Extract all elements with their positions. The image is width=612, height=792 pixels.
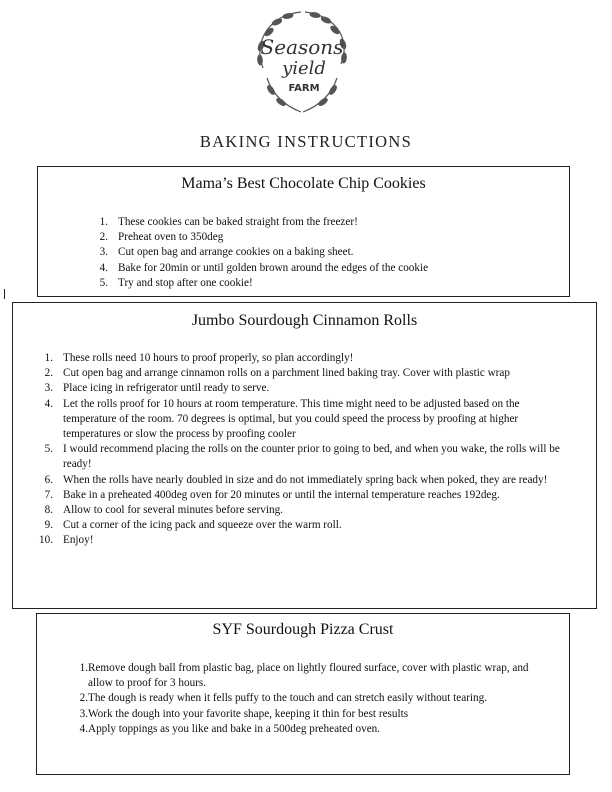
step-number: 3. bbox=[99, 246, 108, 259]
list-item bbox=[68, 707, 548, 722]
list-item bbox=[23, 351, 571, 366]
recipe-box-cinnamon-rolls bbox=[12, 302, 597, 609]
step-text: Remove dough ball from plastic bag, place on lightly floured surface, cover with plastic wrap, and allow to proof for 3 hours. bbox=[88, 662, 529, 690]
step-text: Cut open bag and arrange cookies on a baking sheet. bbox=[118, 246, 354, 259]
step-text: Try and stop after one cookie! bbox=[118, 276, 253, 289]
step-number: 9. bbox=[44, 519, 53, 532]
recipe-box-pizza-crust bbox=[36, 613, 570, 775]
step-text: These cookies can be baked straight from the freezer! bbox=[118, 216, 358, 228]
step-text: Cut open bag and arrange cinnamon rolls on a parchment lined baking tray. Cover with plastic wrap bbox=[63, 367, 510, 380]
recipe-title: Mama’s Best Chocolate Chip Cookies bbox=[181, 175, 426, 192]
list-item bbox=[23, 366, 571, 381]
list-item bbox=[68, 245, 538, 260]
step-number: 6. bbox=[44, 473, 53, 486]
step-text: The dough is ready when it fells puffy to the touch and can stretch easily without tearing. bbox=[88, 692, 488, 705]
list-item bbox=[68, 691, 548, 706]
list-item bbox=[68, 661, 548, 691]
step-text: When the rolls have nearly doubled in size and do not immediately spring back when poked, they are ready! bbox=[63, 473, 548, 486]
list-item bbox=[68, 215, 538, 230]
instruction-list bbox=[68, 215, 538, 291]
logo-word-farm: FARM bbox=[288, 83, 320, 94]
step-number: 2. bbox=[44, 367, 53, 380]
list-item bbox=[23, 518, 571, 533]
list-item bbox=[23, 442, 571, 472]
step-text: I would recommend placing the rolls on the counter prior to going to bed, and when you wake, the rolls will be ready! bbox=[63, 443, 560, 471]
step-number: 4. bbox=[79, 722, 88, 735]
step-number: 5. bbox=[99, 276, 108, 289]
recipe-title: Jumbo Sourdough Cinnamon Rolls bbox=[191, 312, 418, 329]
step-text: Bake for 20min or until golden brown around the edges of the cookie bbox=[118, 261, 429, 274]
step-number: 1. bbox=[79, 662, 88, 674]
logo-word-seasons: Seasons bbox=[260, 35, 344, 59]
list-item bbox=[23, 381, 571, 396]
list-item bbox=[23, 503, 571, 518]
recipe-title: SYF Sourdough Pizza Crust bbox=[212, 621, 394, 638]
recipe-box-cookies bbox=[37, 166, 570, 297]
list-item bbox=[68, 261, 538, 276]
logo-word-yield: yield bbox=[282, 58, 326, 79]
step-text: Apply toppings as you like and bake in a 500deg preheated oven. bbox=[88, 722, 381, 735]
step-number: 7. bbox=[44, 488, 53, 501]
document-title: BAKING INSTRUCTIONS bbox=[199, 132, 413, 151]
instruction-list bbox=[23, 351, 571, 549]
step-text: Allow to cool for several minutes before serving. bbox=[63, 504, 283, 517]
list-item bbox=[68, 722, 548, 737]
step-number: 3. bbox=[44, 382, 53, 395]
step-number: 4. bbox=[99, 261, 108, 274]
list-item bbox=[23, 488, 571, 503]
instruction-list bbox=[68, 661, 548, 737]
step-text: Cut a corner of the icing pack and squeeze over the warm roll. bbox=[63, 519, 342, 532]
step-number: 1. bbox=[44, 352, 53, 364]
step-text: Enjoy! bbox=[63, 534, 94, 547]
step-number: 3. bbox=[79, 707, 88, 720]
list-item bbox=[68, 276, 538, 291]
step-text: Place icing in refrigerator until ready to serve. bbox=[63, 382, 270, 395]
step-text: Work the dough into your favorite shape, keeping it thin for best results bbox=[88, 707, 409, 720]
list-item bbox=[23, 473, 571, 488]
step-text: Let the rolls proof for 10 hours at room temperature. This time might need to be adjusted based on the temperature of the room. 70 degrees is optimal, but you could speed the process by proofing at higher temperatures or slow the process by proofing cooler bbox=[63, 397, 520, 441]
step-text: Preheat oven to 350deg bbox=[118, 231, 224, 244]
step-number: 8. bbox=[44, 504, 53, 517]
step-number: 10. bbox=[39, 534, 53, 547]
list-item bbox=[68, 230, 538, 245]
step-text: Bake in a preheated 400deg oven for 20 minutes or until the internal temperature reaches 192deg. bbox=[63, 488, 500, 501]
step-number: 2. bbox=[79, 692, 88, 705]
step-number: 1. bbox=[99, 216, 108, 228]
step-number: 5. bbox=[44, 443, 53, 456]
step-text: These rolls need 10 hours to proof properly, so plan accordingly! bbox=[63, 352, 354, 364]
margin-mark bbox=[4, 289, 5, 299]
list-item bbox=[23, 397, 571, 443]
list-item bbox=[23, 533, 571, 548]
step-number: 2. bbox=[99, 231, 108, 244]
farm-logo bbox=[249, 8, 355, 116]
wreath-logo-graphic bbox=[249, 8, 355, 116]
step-number: 4. bbox=[44, 397, 53, 410]
